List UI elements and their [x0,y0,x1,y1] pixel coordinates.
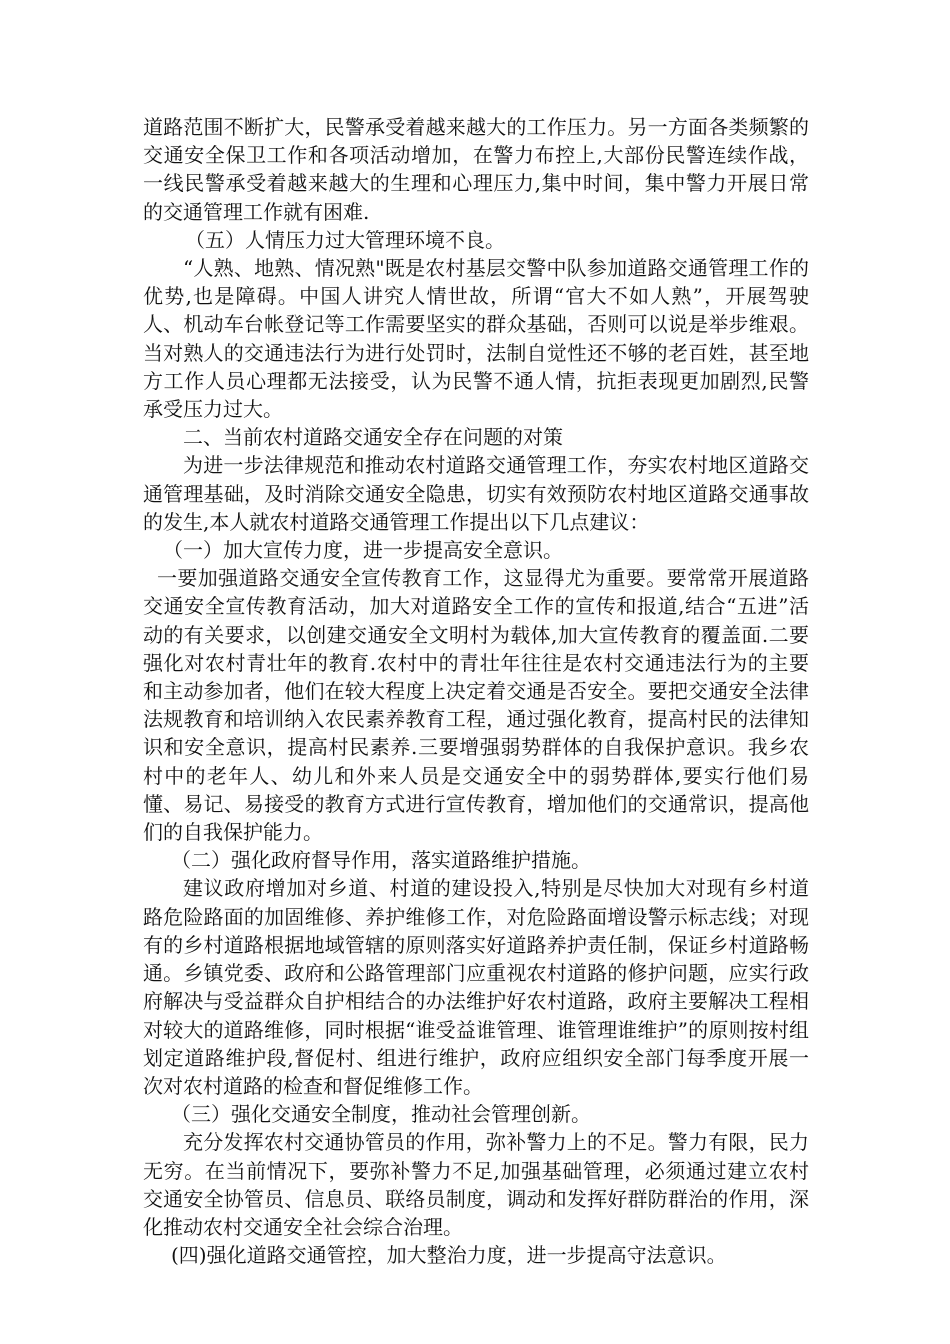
section-heading-5: （五）人情压力过大管理环境不良。 [185,227,505,252]
body-paragraph-4: 一要加强道路交通安全宣传教育工作，这显得尤为重要。要常常开展道路交通安全宣传教育活动，加大对道路安全工作的宣传和报道,结合“五进”活动的有关要求，以创建交通安全文明村为载体,加大宣传教育的覆盖面.二要强化对农村青壮年的教育.农村中的青壮年往往是农村交通违法行为的主要和主动参加者，他们在较大程度上决定着交通是否安全。要把交通安全法律法规教育和培训纳入农民素养教育工程，通过强化教育，提高村民的法律知识和安全意识，提高村民素养.三要增强弱势群体的自我保护意识。我乡农村中的老年人、幼儿和外来人员是交通安全中的弱势群体,要实行他们易懂、易记、易接受的教育方式进行宣传教育，增加他们的交通常识，提高他们的自我保护能力。 [143,566,809,845]
section-heading-1: （一）加大宣传力度，进一步提高安全意识。 [163,538,563,563]
body-paragraph-1: 道路范围不断扩大，民警承受着越来越大的工作压力。另一方面各类频繁的交通安全保卫工作和各项活动增加，在警力布控上,大部份民警连续作战，一线民警承受着越来越大的生理和心理压力,集中时间，集中警力开展日常的交通管理工作就有困难. [143,115,809,224]
section-heading-3: （三）强化交通安全制度，推动社会管理创新。 [171,1102,591,1127]
body-paragraph-3: 为进一步法律规范和推动农村道路交通管理工作，夯实农村地区道路交通管理基础，及时消除交通安全隐患，切实有效预防农村地区道路交通事故的发生,本人就农村道路交通管理工作提出以下几点建议： [143,453,809,534]
chapter-heading-2: 二、当前农村道路交通安全存在问题的对策 [183,425,563,450]
section-heading-2: （二）强化政府督导作用，落实道路维护措施。 [171,848,591,873]
section-heading-4: (四)强化道路交通管控，加大整治力度，进一步提高守法意识。 [171,1243,727,1268]
document-page [143,113,809,1269]
body-paragraph-6: 充分发挥农村交通协管员的作用，弥补警力上的不足。警力有限，民力无穷。在当前情况下，要弥补警力不足,加强基础管理，必须通过建立农村交通安全协管员、信息员、联络员制度，调动和发挥好群防群治的作用，深化推动农村交通安全社会综合治理。 [143,1130,809,1239]
body-paragraph-5: 建议政府增加对乡道、村道的建设投入,特别是尽快加大对现有乡村道路危险路面的加固维修、养护维修工作，对危险路面增设警示标志线；对现有的乡村道路根据地域管辖的原则落实好道路养护责任制，保证乡村道路畅通。乡镇党委、政府和公路管理部门应重视农村道路的修护问题，应实行政府解决与受益群众自护相结合的办法维护好农村道路，政府主要解决工程相对较大的道路维修，同时根据“谁受益谁管理、谁管理谁维护”的原则按村组划定道路维护段,督促村、组进行维护，政府应组织安全部门每季度开展一次对农村道路的检查和督促维修工作。 [143,876,809,1098]
body-paragraph-2: “人熟、地熟、情况熟"既是农村基层交警中队参加道路交通管理工作的优势,也是障碍。中国人讲究人情世故，所谓“官大不如人熟”，开展驾驶人、机动车台帐登记等工作需要坚实的群众基础，否则可以说是举步维艰。当对熟人的交通违法行为进行处罚时，法制自觉性还不够的老百姓，甚至地方工作人员心理都无法接受，认为民警不通人情，抗拒表现更加剧烈,民警承受压力过大。 [143,256,809,422]
